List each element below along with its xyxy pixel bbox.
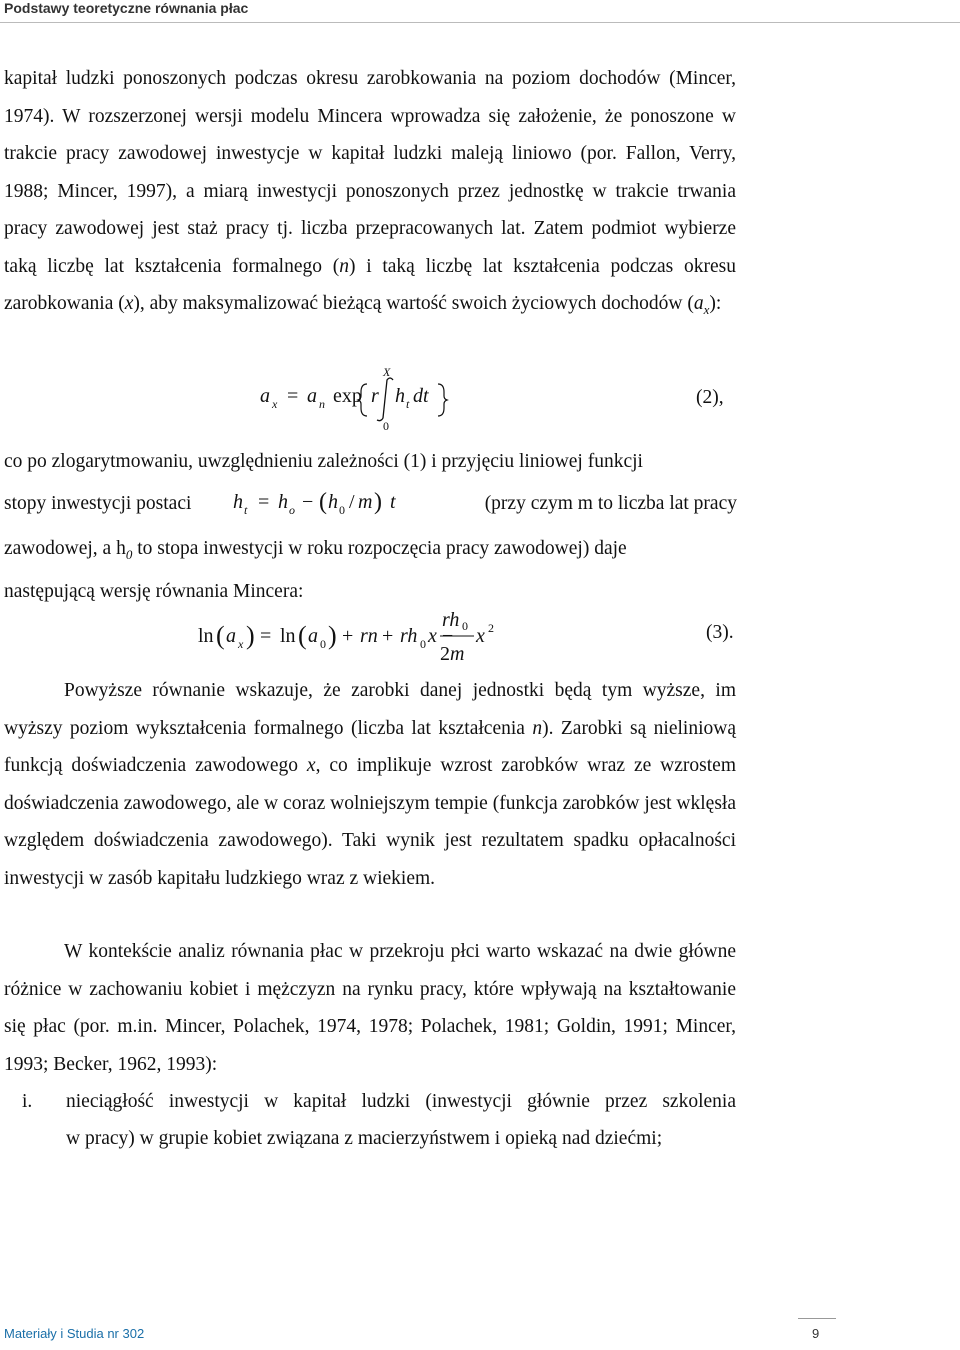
svg-text:h: h [278, 491, 288, 513]
svg-text:+: + [342, 625, 354, 647]
equation-3-formula [196, 604, 516, 666]
paragraph-2-line-1: co po zlogarytmowaniu, uwzględnieniu zależności (1) i przyjęciu liniowej funkcji [4, 451, 643, 472]
svg-text:/: / [349, 491, 355, 513]
list-item-line-2: w pracy) w grupie kobiet związana z macierzyństwem i opieką nad dziećmi; [66, 1128, 663, 1149]
svg-text:exp: exp [333, 385, 362, 407]
equation-2-formula [255, 362, 455, 432]
svg-text:2: 2 [440, 643, 450, 665]
svg-text:0: 0 [339, 503, 345, 517]
svg-text:o: o [289, 503, 295, 517]
svg-text:rh: rh [400, 625, 418, 647]
svg-text:0: 0 [462, 619, 468, 633]
paragraph-3: Powyższe równanie wskazuje, że zarobki danej jednostki będą tym wyższe, im wyższy poziom wykształcenia formalnego (liczba lat kształcenia n). Zarobki są nieliniową funkcją doświadczenia zawodowego x, co implikuje wzrost zarobków wraz ze wzrostem doświadczenia zawodowego, ale w coraz wolniejszym tempie (funkcja zarobków jest wklęsła względem doświadczenia zawodowego). Taki wynik jest rezultatem spadku opłacalności inwestycji w zasób kapitału ludzkiego wraz z wiekiem. [4, 680, 736, 889]
svg-text:m: m [450, 643, 465, 665]
svg-text:+: + [382, 625, 394, 647]
svg-text:a: a [308, 625, 318, 647]
svg-text:−: − [302, 491, 314, 513]
svg-text:0: 0 [383, 419, 389, 432]
svg-text:rn: rn [360, 625, 378, 647]
svg-text:x: x [428, 625, 437, 647]
svg-text:a: a [260, 385, 270, 407]
svg-text:a: a [307, 385, 317, 407]
paragraph-2-line-2-end: (przy czym m to liczba lat pracy [484, 493, 737, 514]
svg-text:): ) [246, 621, 255, 650]
header-divider [0, 22, 960, 23]
running-header: Podstawy teoretyczne równania płac [4, 0, 249, 16]
svg-text:=: = [260, 625, 272, 647]
svg-text:n: n [319, 397, 325, 411]
list-item-line-1: nieciągłość inwestycji w kapitał ludzki (inwestycji głównie przez szkolenia [66, 1091, 736, 1112]
svg-text:h: h [395, 385, 405, 407]
svg-text:(: ( [216, 621, 225, 650]
svg-text:x: x [476, 625, 485, 647]
svg-text:a: a [226, 625, 236, 647]
paragraph-2-cont: zawodowej, a $h_0$ to stopa inwestycji w roku rozpoczęcia pracy zawodowej) daje następującą wersję równania Mincera: [4, 538, 627, 603]
paragraph-1: kapitał ludzki ponoszonych podczas okresu zarobkowania na poziom dochodów (Mincer, 1974). W rozszerzonej wersji modelu Mincera wprowadza się założenie, że ponoszone w trakcie pracy zawodowej inwestycje w kapitał ludzki maleją liniowo (por. Fallon, Verry, 1988; Mincer, 1997), a miarą inwestycji ponoszonych przez jednostkę w trakcie trwania pracy zawodowej jest staż pracy tj. liczba przepracowanych lat. Zatem podmiot wybierze taką liczbę lat kształcenia formalnego (n) i taką liczbę lat kształcenia podczas okresu zarobkowania (x), aby maksymalizować bieżącą wartość swoich życiowych dochodów $(a_x)$: [4, 68, 736, 317]
svg-text:x: x [238, 637, 244, 651]
svg-text:): ) [374, 489, 382, 515]
svg-text:r: r [371, 385, 379, 407]
svg-text:=: = [258, 491, 270, 513]
svg-text:dt: dt [413, 385, 429, 407]
svg-text:(: ( [319, 489, 327, 515]
svg-text:X: X [383, 365, 391, 379]
svg-text:h: h [233, 491, 243, 513]
svg-text:t: t [406, 397, 410, 411]
page-number: 9 [812, 1326, 820, 1341]
svg-text:−: − [442, 625, 454, 647]
svg-text:): ) [328, 621, 337, 650]
paragraph-4: W kontekście analiz równania płac w przekroju płci warto wskazać na dwie główne różnice w zachowaniu kobiet i mężczyzn na rynku pracy, które wpływają na kształtowanie się płac (por. m.in. Mincer, Polachek, 1974, 1978; Polachek, 1981; Goldin, 1991; Mincer, 1993; Becker, 1962, 1993): [4, 941, 736, 1075]
svg-text:=: = [287, 385, 299, 407]
svg-text:2: 2 [488, 621, 494, 635]
paragraph-2-line-2: stopy inwestycji postaci [4, 493, 192, 514]
svg-text:0: 0 [420, 637, 426, 651]
svg-text:m: m [358, 491, 373, 513]
equation-2-label: (2), [696, 387, 724, 408]
equation-3-label: (3). [706, 622, 734, 643]
footer-divider [798, 1318, 836, 1319]
svg-text:x: x [272, 397, 278, 411]
svg-text:0: 0 [320, 637, 326, 651]
footer-publication: Materiały i Studia nr 302 [4, 1326, 145, 1341]
linear-investment-formula [228, 482, 408, 524]
list-marker: i. [22, 1091, 33, 1112]
svg-text:(: ( [298, 621, 307, 650]
svg-text:rh: rh [442, 609, 460, 631]
svg-text:t: t [244, 503, 248, 517]
svg-text:ln: ln [198, 625, 214, 647]
paragraph-2 [4, 443, 736, 481]
svg-text:t: t [390, 491, 396, 513]
svg-text:ln: ln [280, 625, 296, 647]
svg-text:h: h [328, 491, 338, 513]
